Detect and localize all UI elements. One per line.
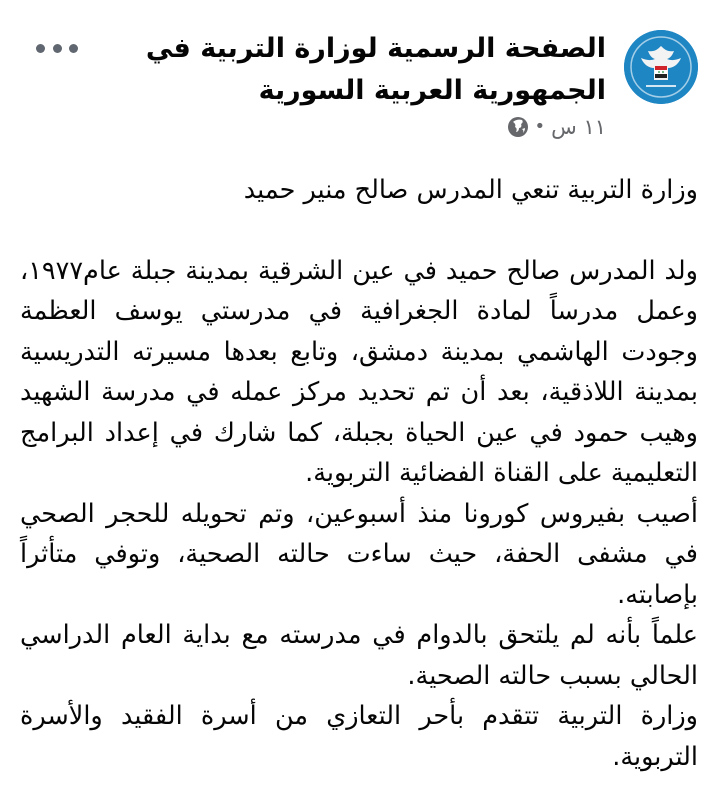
page-avatar[interactable] [624, 30, 698, 104]
post-title: وزارة التربية تنعي المدرس صالح منير حميد [243, 175, 698, 205]
globe-icon[interactable] [507, 116, 529, 138]
post-meta [507, 114, 607, 140]
page-name-link[interactable]: الصفحة الرسمية لوزارة التربية في الجمهورية العربية السورية [145, 33, 606, 106]
more-options-button[interactable] [36, 36, 78, 60]
post-paragraph: ولد المدرس صالح حميد في عين الشرقية بمدينة جبلة عام١٩٧٧، وعمل مدرساً لمادة الجغرافية في مدرستي يوسف العظمة وجودت الهاشمي بمدينة دمشق، وتابع بعدها مسيرته التدريسية بمدينة اللاذقية، بعد أن تم تحديد مركز عمله في مدرسة الشهيد وهيب حمود في عين الحياة بجبلة، كما شارك في إعداد البرامج التعليمية على القناة الفضائية التربوية. [20, 255, 698, 488]
post-paragraph: وزارة التربية تتقدم بأحر التعازي من أسرة الفقيد والأسرة التربوية. [20, 701, 698, 772]
post-paragraph: أصيب بفيروس كورونا منذ أسبوعين، وتم تحويله للحجر الصحي في مشفى الحفة، حيث ساءت حالته الصحية، وتوفي متأثراً بإصابته. [20, 498, 698, 610]
paragraph-gap [20, 211, 698, 251]
eagle-emblem-icon [624, 30, 698, 104]
more-dots-icon [36, 44, 45, 53]
post-time[interactable]: ١١ س [551, 115, 606, 139]
post-paragraph: علماً بأنه لم يلتحق بالدوام في مدرسته مع بداية العام الدراسي الحالي بسبب حالته الصحية. [20, 620, 698, 691]
more-dots-icon [53, 44, 62, 53]
post-body [20, 170, 698, 777]
meta-separator: • [534, 116, 546, 137]
more-dots-icon [69, 44, 78, 53]
post-header [22, 22, 698, 152]
